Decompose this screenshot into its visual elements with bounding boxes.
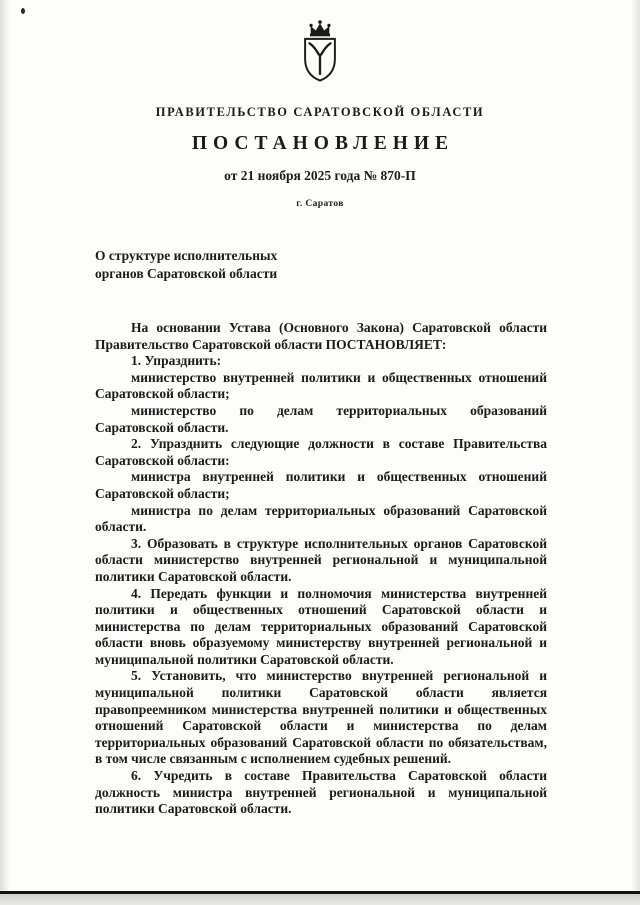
document-body xyxy=(95,320,547,818)
city-line: г. Саратов xyxy=(296,199,344,209)
org-name: ПРАВИТЕЛЬСТВО САРАТОВСКОЙ ОБЛАСТИ xyxy=(155,105,485,119)
date-number-line: от 21 ноября 2025 года № 870-П xyxy=(224,168,416,183)
paragraph-point-4: 4. Передать функции и полномочия министерства внутренней политики и общественных отношений Саратовской области и министерства по делам территориальных образований Саратовской области вновь образуемому министерству внутренней региональной и муниципальной политики Саратовской области. xyxy=(95,585,547,667)
paragraph-preamble: На основании Устава (Основного Закона) Саратовской области Правительство Саратовской области ПОСТАНОВЛЯЕТ: xyxy=(95,320,547,352)
coat-of-arms xyxy=(296,18,344,88)
saratov-coat-of-arms-icon xyxy=(296,18,344,88)
paragraph-point-3: 3. Образовать в структуре исполнительных органов Саратовской области министерство внутренней региональной и муниципальной политики Саратовской области. xyxy=(95,535,547,584)
paragraph-point-5: 5. Установить, что министерство внутренней региональной и муниципальной политики Саратовской области является правопреемником министерства внутренней политики и общественных отношений Саратовской области и министерства по делам территориальных образований Саратовской области по обязательствам, в том числе связанным с исполнением судебных решений. xyxy=(95,668,547,767)
subject-line-1: О структуре исполнительных xyxy=(95,248,278,263)
scan-speck xyxy=(21,8,25,14)
document-type-title: ПОСТАНОВЛЕНИЕ xyxy=(191,133,455,154)
subject-heading xyxy=(95,247,640,282)
paragraph-point-1-item-2: министерство по делам территориальных образований Саратовской области. xyxy=(95,402,547,435)
subject-line-2: органов Саратовской области xyxy=(95,265,278,281)
paragraph-point-1: 1. Упразднить: xyxy=(131,353,222,369)
paragraph-point-2: 2. Упразднить следующие должности в составе Правительства Саратовской области: xyxy=(95,436,547,468)
paragraph-point-6: 6. Учредить в составе Правительства Саратовской области должность министра внутренней региональной и муниципальной политики Саратовской области. xyxy=(95,768,547,817)
paragraph-point-1-item-1: министерство внутренней политики и общественных отношений Саратовской области; xyxy=(95,369,547,402)
paragraph-point-2-item-1: министра внутренней политики и общественных отношений Саратовской области; xyxy=(95,469,547,501)
paragraph-point-2-item-2: министра по делам территориальных образований Саратовской области. xyxy=(95,502,547,535)
scan-bottom-band xyxy=(0,894,640,905)
